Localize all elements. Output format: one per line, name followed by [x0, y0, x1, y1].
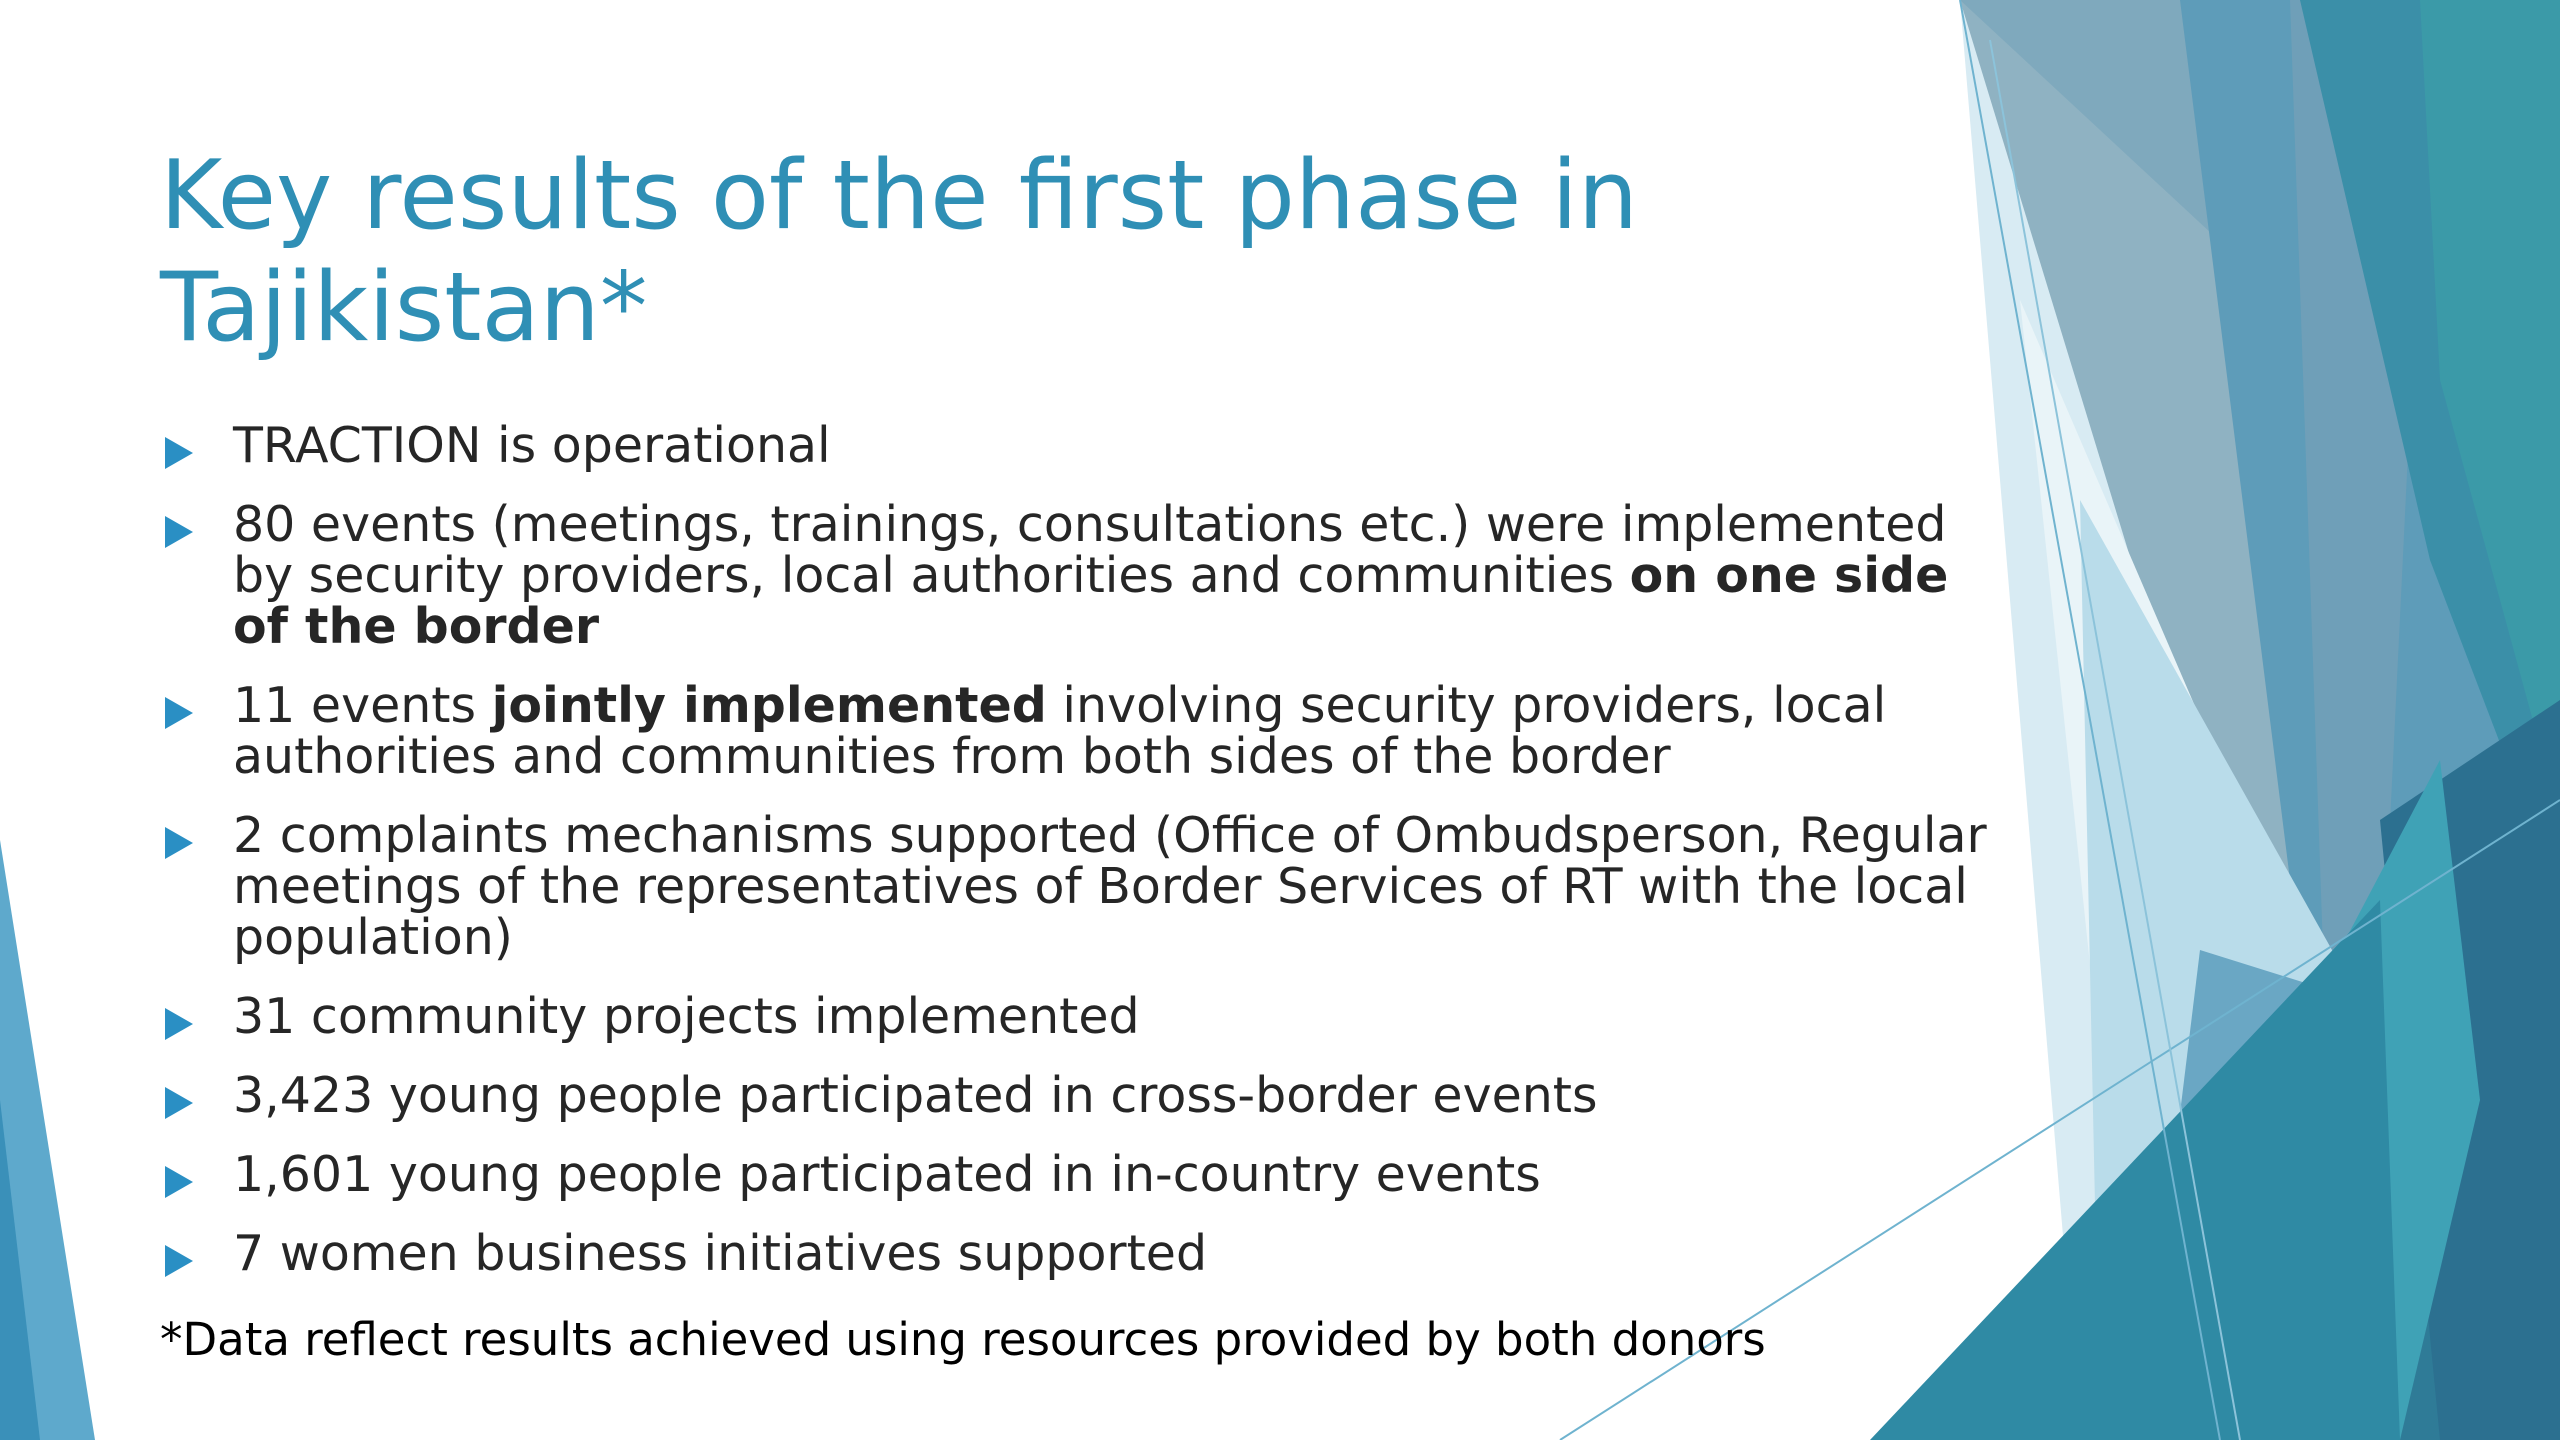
- bullet-item-women-business: [160, 1225, 2000, 1282]
- bullet-text: 31 community projects implemented: [233, 988, 1140, 1045]
- bullet-item-80-events: [160, 496, 2000, 655]
- bullet-text: 2 complaints mechanisms supported (Office of Ombudsperson, Regular meetings of the representatives of Border Services of RT with the local population): [233, 807, 1987, 966]
- bullet-text: 1,601 young people participated in in-country events: [233, 1146, 1541, 1203]
- bullet-text: 3,423 young people participated in cross-border events: [233, 1067, 1598, 1124]
- bullet-item-cross-border-youth: [160, 1067, 2000, 1124]
- triangle-bullet-icon: [165, 1087, 193, 1119]
- bullet-text: 7 women business initiatives supported: [233, 1225, 1208, 1282]
- bullet-text: TRACTION is operational: [233, 417, 831, 474]
- slide-title-line-1: Key results of the first phase in: [160, 141, 1639, 251]
- bullet-item-traction-operational: [160, 417, 2000, 474]
- triangle-bullet-icon: [165, 437, 193, 469]
- triangle-bullet-icon: [165, 827, 193, 859]
- bullet-text-plain: 11 events: [233, 677, 492, 734]
- results-bullet-list: [160, 417, 2000, 1307]
- triangle-bullet-icon: [165, 1008, 193, 1040]
- footnote: *Data reflect results achieved using resources provided by both donors: [160, 1313, 1766, 1366]
- slide-title: [160, 140, 1860, 364]
- bullet-text-plain-after: involving security providers, local authorities and communities from both sides of the border: [233, 677, 1887, 785]
- triangle-bullet-icon: [165, 1166, 193, 1198]
- triangle-bullet-icon: [165, 1245, 193, 1277]
- triangle-bullet-icon: [165, 516, 193, 548]
- bullet-item-complaints-mechanisms: [160, 807, 2000, 966]
- bullet-item-11-events: [160, 677, 2000, 785]
- bullet-text: [233, 677, 1886, 785]
- bullet-text-plain: 80 events (meetings, trainings, consultations etc.) were implemented by security providers, local authorities and communities: [233, 496, 1947, 604]
- bullet-item-in-country-youth: [160, 1146, 2000, 1203]
- bullet-text-bold: jointly implemented: [491, 677, 1047, 734]
- bullet-text: [233, 496, 1948, 655]
- slide-title-line-2: Tajikistan*: [160, 253, 648, 363]
- triangle-bullet-icon: [165, 697, 193, 729]
- bullet-item-community-projects: [160, 988, 2000, 1045]
- bullet-text-bold: on one side of the border: [233, 547, 1949, 655]
